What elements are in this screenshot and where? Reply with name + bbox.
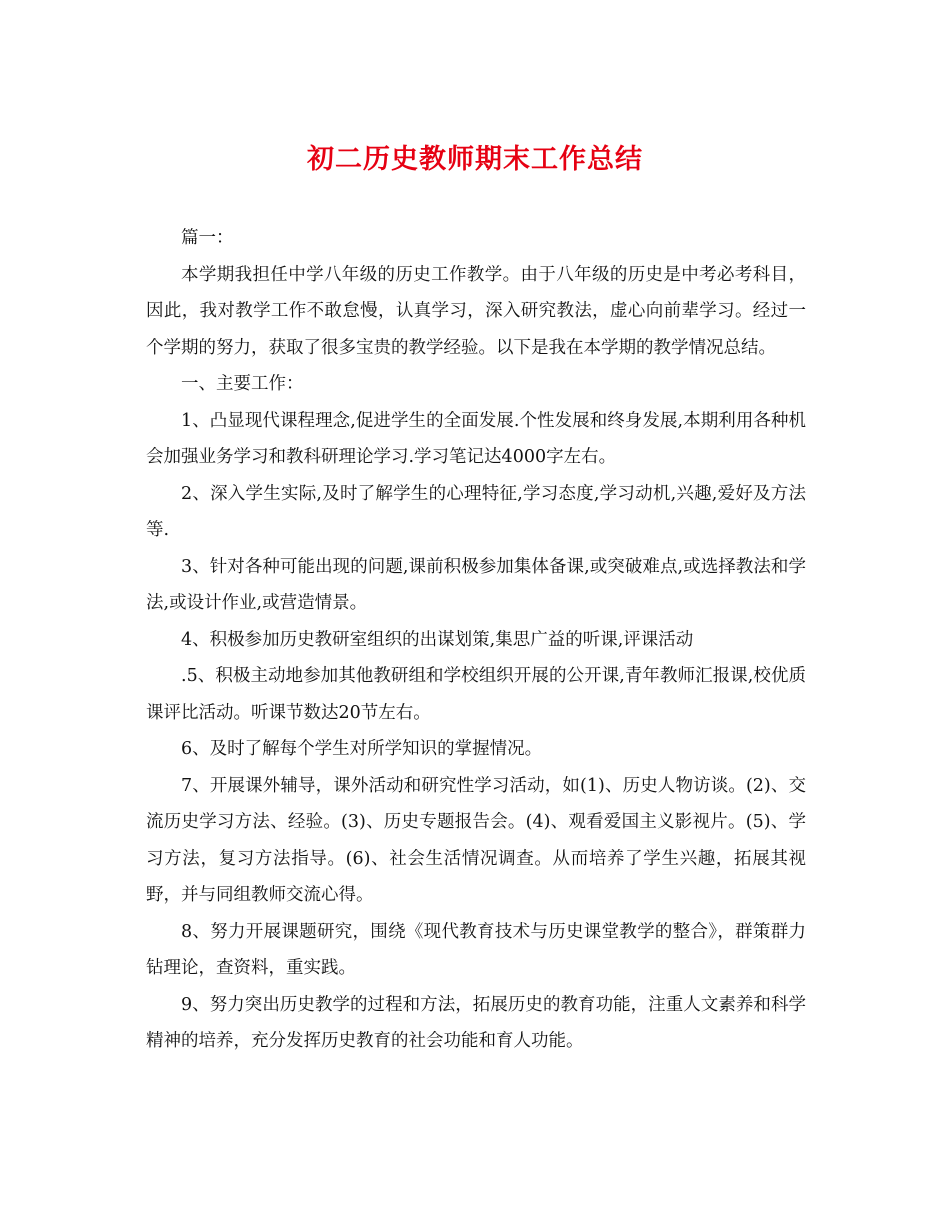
paragraph-item-2: 2、深入学生实际,及时了解学生的心理特征,学习态度,学习动机,兴趣,爱好及方法等. bbox=[146, 483, 806, 540]
paragraph-item-9: 9、努力突出历史教学的过程和方法，拓展历史的教育功能，注重人文素养和科学精神的培养，充分发挥历史教育的社会功能和育人功能。 bbox=[146, 994, 806, 1051]
paragraph-item-1: 1、凸显现代课程理念,促进学生的全面发展.个性发展和终身发展,本期利用各种机会加强业务学习和教科研理论学习.学习笔记达4000字左右。 bbox=[146, 410, 806, 467]
paragraph-item-5: .5、积极主动地参加其他教研组和学校组织开展的公开课,青年教师汇报课,校优质课评比活动。听课节数达20节左右。 bbox=[146, 666, 806, 723]
paragraph-heading-main-work: 一、主要工作： bbox=[181, 374, 304, 394]
paragraph-item-8: 8、努力开展课题研究，围绕《现代教育技术与历史课堂教学的整合》，群策群力钻理论，查资料，重实践。 bbox=[146, 921, 806, 978]
document-body bbox=[146, 220, 806, 1060]
paragraph-item-4: 4、积极参加历史教研室组织的出谋划策,集思广益的听课,评课活动 bbox=[181, 629, 694, 650]
paragraph-section-label: 篇一： bbox=[181, 228, 234, 248]
paragraph-item-6: 6、及时了解每个学生对所学知识的掌握情况。 bbox=[181, 739, 543, 759]
paragraph-intro: 本学期我担任中学八年级的历史工作教学。由于八年级的历史是中考必考科目，因此，我对教学工作不敢怠慢，认真学习，深入研究教法，虚心向前辈学习。经过一个学期的努力，获取了很多宝贵的教学经验。以下是我在本学期的教学情况总结。 bbox=[146, 264, 806, 358]
paragraph-item-7: 7、开展课外辅导，课外活动和研究性学习活动，如(1)、历史人物访谈。(2)、交流历史学习方法、经验。(3)、历史专题报告会。(4)、观看爱国主义影视片。(5)、学习方法，复习方法指导。(6)、社会生活情况调查。从而培养了学生兴趣，拓展其视野，并与同组教师交流心得。 bbox=[146, 775, 806, 905]
document-title: 初二历史教师期末工作总结 bbox=[307, 144, 643, 175]
paragraph-item-3: 3、针对各种可能出现的问题,课前积极参加集体备课,或突破难点,或选择教法和学法,或设计作业,或营造情景。 bbox=[146, 556, 806, 613]
